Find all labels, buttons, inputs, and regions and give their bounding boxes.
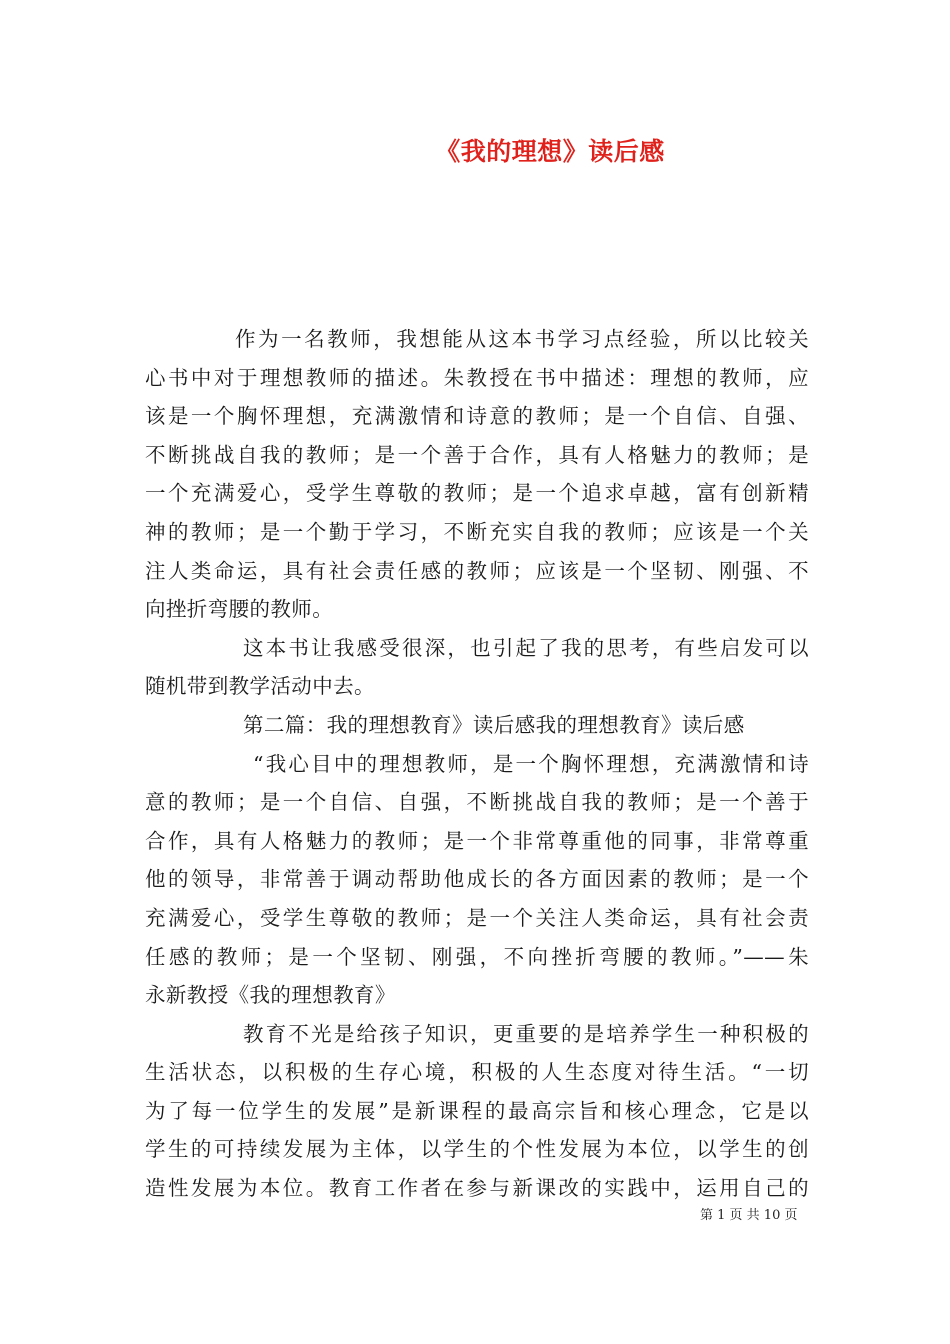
text-line: 意的教师；是一个自信、自强，不断挑战自我的教师；是一个善于 <box>145 790 809 815</box>
text-line: 作为一名教师，我想能从这本书学习点经验，所以比较关 <box>235 327 809 351</box>
text-line: 生活状态，以积极的生存心境，积极的人生态度对待生活。“一切 <box>145 1060 809 1085</box>
text-line: 一个充满爱心，受学生尊敬的教师；是一个追求卓越，富有创新精 <box>145 481 809 506</box>
text-line: 为了每一位学生的发展”是新课程的最高宗旨和核心理念，它是以 <box>145 1098 809 1123</box>
text-line: 该是一个胸怀理想，充满激情和诗意的教师；是一个自信、自强、 <box>145 404 809 429</box>
text-line: 他的领导，非常善于调动帮助他成长的各方面因素的教师；是一个 <box>145 867 809 892</box>
text-line: 这本书让我感受很深，也引起了我的思考，有些启发可以 <box>243 635 809 660</box>
text-line: 不断挑战自我的教师；是一个善于合作，具有人格魅力的教师；是 <box>145 442 809 467</box>
text-line: 永新教授《我的理想教育》 <box>145 983 396 1008</box>
text-line: 注人类命运，具有社会责任感的教师；应该是一个坚韧、刚强、不 <box>145 558 809 583</box>
text-line: 第二篇：我的理想教育》读后感我的理想教育》读后感 <box>243 712 745 737</box>
text-line: 随机带到教学活动中去。 <box>145 674 375 699</box>
text-line: 学生的可持续发展为主体，以学生的个性发展为本位，以学生的创 <box>145 1137 809 1162</box>
text-line: 向挫折弯腰的教师。 <box>145 597 334 622</box>
text-line: 造性发展为本位。教育工作者在参与新课改的实践中，运用自己的 <box>145 1176 809 1201</box>
text-line: 合作，具有人格魅力的教师；是一个非常尊重他的同事，非常尊重 <box>145 828 809 853</box>
page-number: 第 1 页 共 10 页 <box>700 1208 798 1223</box>
text-line: 充满爱心，受学生尊敬的教师；是一个关注人类命运，具有社会责 <box>145 905 809 930</box>
document-title: 《我的理想》读后感 <box>435 137 665 166</box>
text-line: 心书中对于理想教师的描述。朱教授在书中描述：理想的教师，应 <box>145 365 809 390</box>
text-line: “我心目中的理想教师，是一个胸怀理想，充满激情和诗 <box>253 751 809 776</box>
text-line: 神的教师；是一个勤于学习，不断充实自我的教师；应该是一个关 <box>145 519 809 544</box>
document-body <box>145 320 809 1208</box>
text-line: 任感的教师；是一个坚韧、刚强，不向挫折弯腰的教师。”——朱 <box>145 944 809 969</box>
text-line: 教育不光是给孩子知识，更重要的是培养学生一种积极的 <box>243 1021 809 1046</box>
